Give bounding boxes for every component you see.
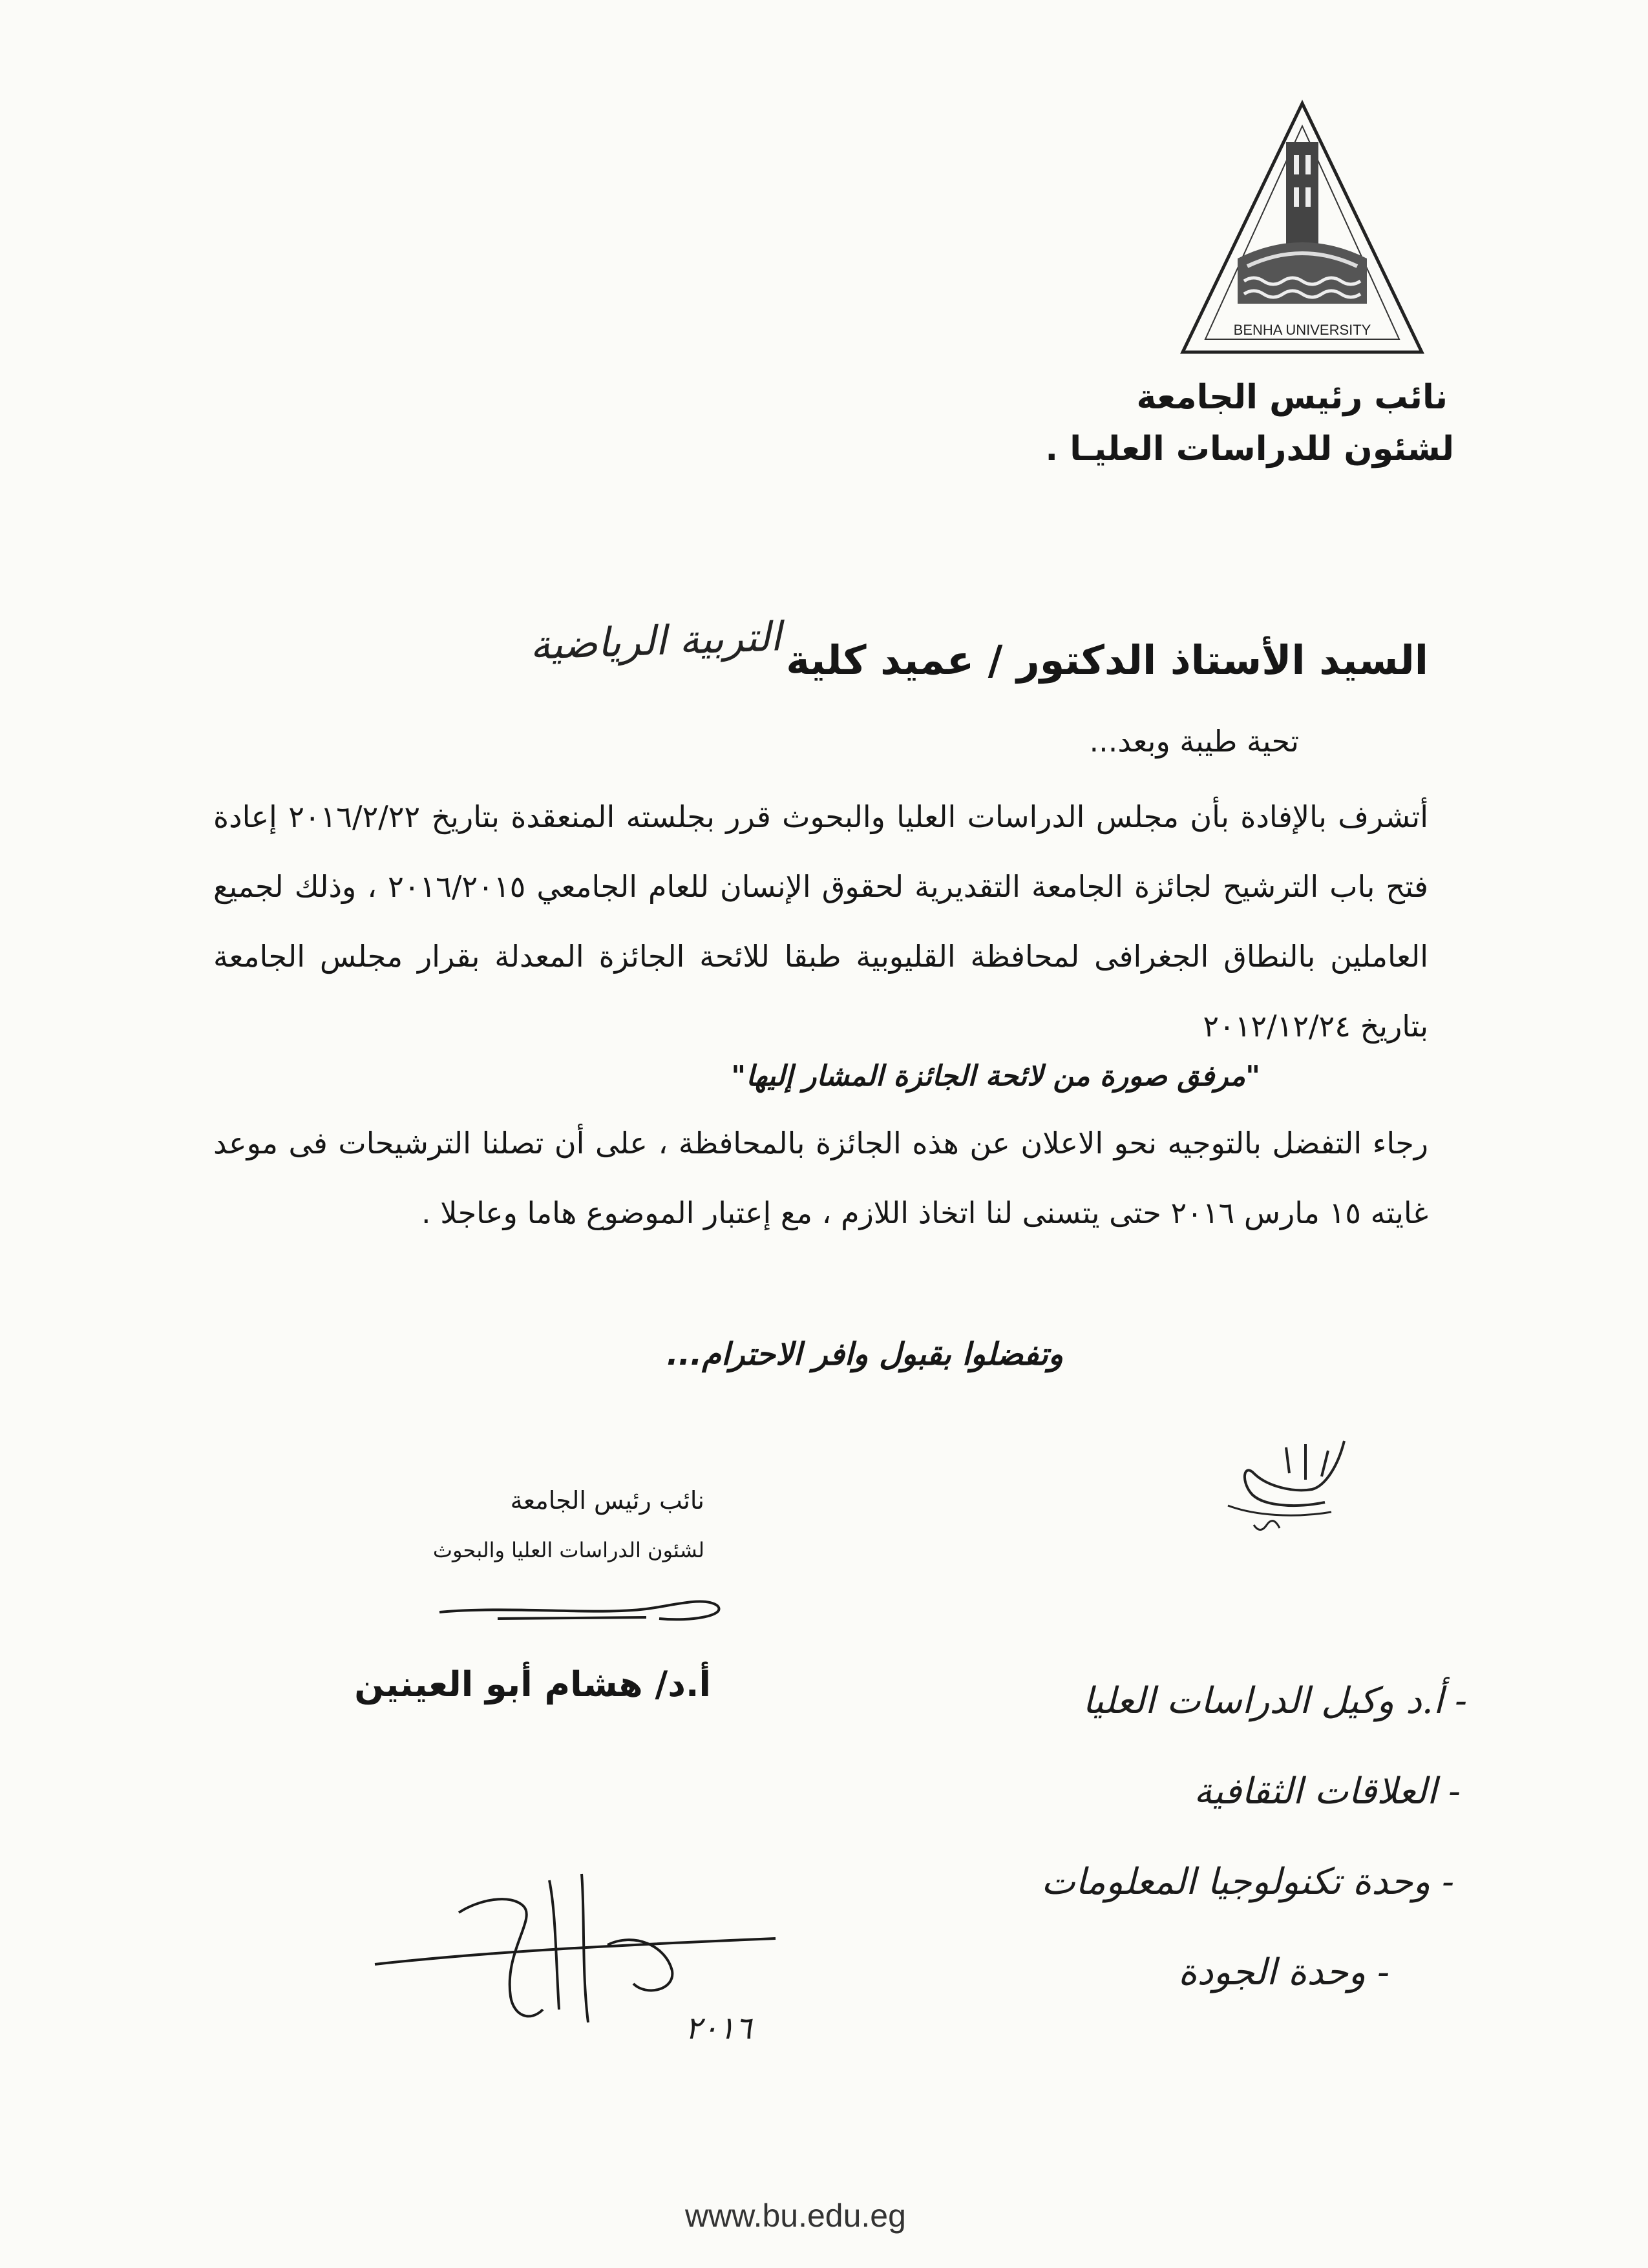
note-item: - العلاقات الثقافية xyxy=(1194,1770,1461,1812)
office-title-line1: نائب رئيس الجامعة xyxy=(1136,378,1448,417)
note-item: - وحدة الجودة xyxy=(1178,1951,1389,1993)
university-logo xyxy=(1176,97,1428,362)
attachment-note: "مرفق صورة من لائحة الجائزة المشار إليها" xyxy=(731,1060,1260,1093)
logo-text: BENHA UNIVERSITY xyxy=(1233,322,1371,338)
body-paragraph-2: رجاء التفضل بالتوجيه نحو الاعلان عن هذه الجائزة بالمحافظة ، على أن تصلنا الترشيحات فى موعد غايته ١٥ مارس ٢٠١٦ حتى يتسنى لنا اتخاذ اللازم ، مع إعتبار الموضوع هاما وعاجلا . xyxy=(213,1126,1428,1230)
signature-stroke xyxy=(433,1586,743,1632)
signatory-title-line2: لشئون الدراسات العليا والبحوث xyxy=(432,1538,704,1562)
addressee-handwritten: التربية الرياضية xyxy=(529,613,783,669)
handwritten-year: ٢٠١٦ xyxy=(685,2010,752,2046)
handwritten-distribution-notes xyxy=(795,1680,1467,2042)
greeting: تحية طيبة وبعد... xyxy=(1089,724,1299,759)
signatory-title-line1: نائب رئيس الجامعة xyxy=(510,1486,704,1515)
closing-line: وتفضلوا بقبول وافر الاحترام... xyxy=(666,1336,1063,1372)
note-item: - وحدة تكنولوجيا المعلومات xyxy=(1041,1861,1454,1903)
body-paragraph-1: أتشرف بالإفادة بأن مجلس الدراسات العليا والبحوث قرر بجلسته المنعقدة بتاريخ ٢٠١٦/٢/٢٢ إعادة فتح باب الترشيح لجائزة الجامعة التقديرية لحقوق الإنسان للعام الجامعي ٢٠١٦/٢٠١٥ ، وذلك لجميع العاملين بالنطاق الجغرافى لمحافظة القليوبية طبقا للائحة الجائزة المعدلة بقرار مجلس الجامعة بتاريخ ٢٠١٢/١٢/٢٤ xyxy=(213,799,1428,1044)
handwritten-initials xyxy=(1215,1428,1364,1551)
signatory-name: أ.د/ هشام أبو العينين xyxy=(354,1664,711,1705)
footer-website[interactable]: www.bu.edu.eg xyxy=(685,2198,906,2234)
note-item: - أ.د وكيل الدراسات العليا xyxy=(1083,1680,1467,1722)
addressee: السيد الأستاذ الدكتور / عميد كلية xyxy=(786,636,1428,684)
office-title-line2: لشئون للدراسات العليـا . xyxy=(1045,430,1454,468)
handwritten-signature xyxy=(362,1861,801,2068)
